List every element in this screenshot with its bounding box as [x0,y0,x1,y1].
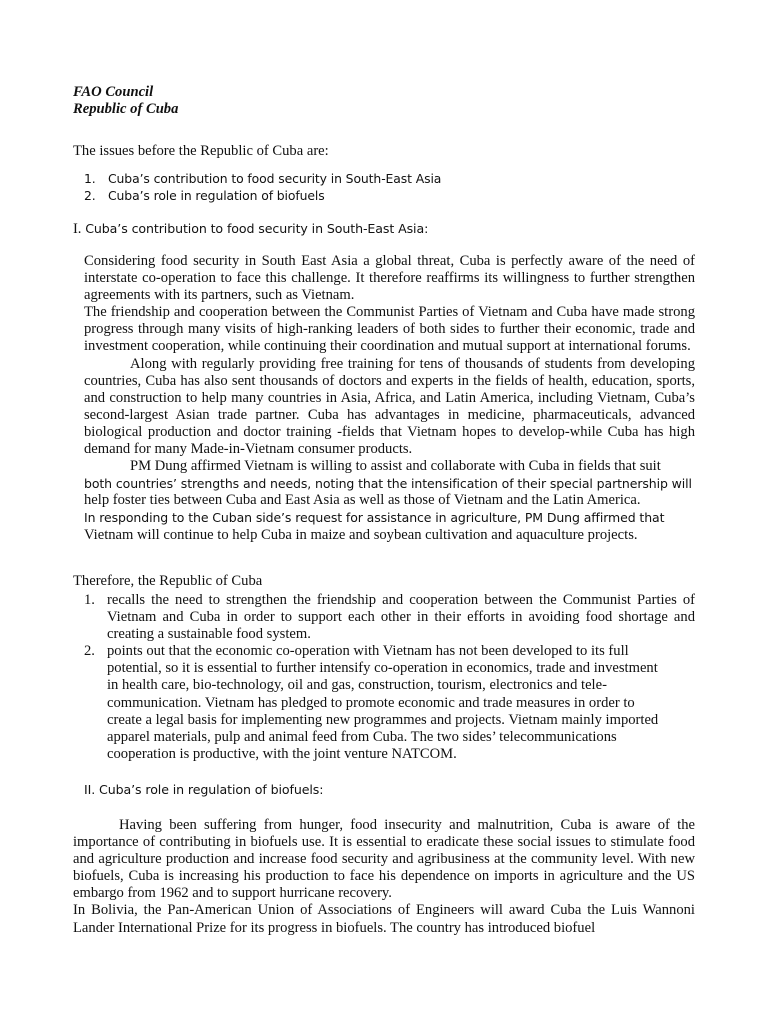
document-header [73,84,178,119]
issues-intro: The issues before the Republic of Cuba are: [73,143,329,159]
paragraph-line: help foster ties between Cuba and East Asia as well as those of Vietnam and the Latin America. [84,492,641,509]
issues-list [84,170,644,204]
paragraph: In Bolivia, the Pan-American Union of Associations of Engineers will award Cuba the Luis Wannoni Lander International Prize for its progress in biofuels. The country has introduced biofuel [73,902,695,936]
list-item: 2. Cuba’s role in regulation of biofuels [84,188,325,204]
list-item: 1. recalls the need to strengthen the friendship and cooperation between the Communist Parties of Vietnam and Cuba in order to support each other in their efforts in avoiding food shortage and creating a sustainable food system. [84,592,695,643]
paragraph: Considering food security in South East Asia a global threat, Cuba is perfectly aware of the need of interstate co-operation to face this challenge. It therefore reaffirms its willingness to further strengthen agreements with its partners, such as Vietnam. [84,253,695,304]
header-council: FAO Council [73,84,154,100]
paragraph: Along with regularly providing free training for tens of thousands of students from developing countries, Cuba has also sent thousands of doctors and experts in the fields of health, education, sports, and construction to help many countries in Asia, Africa, and Latin America, including Vietnam, Cuba’s second-largest Asian trade partner. Cuba has advantages in medicine, pharmaceuticals, advanced biological production and doctor training -fields that Vietnam hopes to develop-while Cuba has high demand for many Made-in-Vietnam consumer products. [84,355,695,458]
list-item: 1. Cuba’s contribution to food security in South-East Asia [84,171,442,186]
section-2-body [73,817,695,937]
list-item: 2. points out that the economic co-operation with Vietnam has not been developed to its full potential, so it is essential to further intensify co-operation in economics, trade and investment in health care, bio-technology, oil and gas, construction, tourism, electronics and tele-communication. Vietnam has pledged to promote economic and trade measures in order to create a legal basis for implementing new programmes and projects. Vietnam mainly imported apparel materials, pulp and animal feed from Cuba. The two sides’ telecommunications cooperation is productive, with the joint venture NATCOM. [84,643,659,762]
therefore-intro: Therefore, the Republic of Cuba [73,573,263,589]
resolution-list [84,592,695,763]
paragraph-line: PM Dung affirmed Vietnam is willing to assist and collaborate with Cuba in fields that suit [130,458,661,475]
paragraph-line: both countries’ strengths and needs, noting that the intensification of their special partnership will [84,476,692,492]
section-1-heading: I. Cuba’s contribution to food security in South-East Asia: [73,221,429,237]
paragraph-line: In responding to the Cuban side’s request for assistance in agriculture, PM Dung affirmed that [84,510,665,526]
paragraph: Having been suffering from hunger, food insecurity and malnutrition, Cuba is aware of the importance of contributing in biofuels use. It is essential to eradicate these social issues to stimulate food and agriculture production and increase food security and agribusiness at the community level. With new biofuels, Cuba is increasing his production to face his dependence on imports in agriculture and the US embargo from 1962 and to support hurricane recovery. [73,817,695,902]
paragraph-line: Vietnam will continue to help Cuba in maize and soybean cultivation and aquaculture projects. [84,526,638,543]
section-2-heading: II. Cuba’s role in regulation of biofuels: [84,782,324,797]
section-1-body [84,253,695,544]
paragraph: The friendship and cooperation between the Communist Parties of Vietnam and Cuba have made strong progress through many visits of high-ranking leaders of both sides to further their economic, trade and investment cooperation, while continuing their coordination and mutual support at international forums. [84,304,695,355]
header-country: Republic of Cuba [73,101,179,118]
